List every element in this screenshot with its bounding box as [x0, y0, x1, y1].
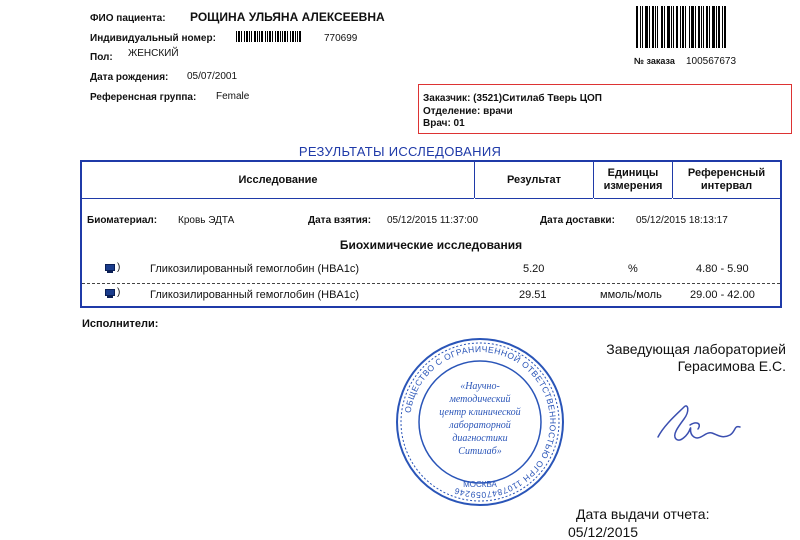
section-title: Биохимические исследования [339, 238, 523, 252]
sex-label: Пол: [90, 52, 113, 63]
header-test: Исследование [82, 162, 474, 199]
id-label: Индивидуальный номер: [90, 33, 216, 44]
performers-label: Исполнители: [82, 318, 159, 330]
head-of-lab-title: Заведующая лабораторией [606, 341, 786, 357]
fio-label: ФИО пациента: [90, 13, 166, 24]
stamp-outer-text: ОБЩЕСТВО С ОГРАНИЧЕННОЙ ОТВЕТСТВЕННОСТЬЮ ОГРН 1107847059246 [402, 343, 559, 501]
signature [650, 395, 760, 455]
order-label: № заказа [634, 56, 675, 66]
monitor-icon[interactable] [104, 264, 116, 274]
customer-box [418, 84, 792, 134]
report-date-value: 05/12/2015 [568, 524, 639, 540]
test-result: 29.51 [519, 289, 547, 301]
biomaterial-value: Кровь ЭДТА [178, 215, 235, 226]
test-result: 5.20 [523, 263, 545, 275]
customer-line: Заказчик: (3521)Ситилаб Тверь ЦОП [423, 93, 602, 104]
test-ref: 29.00 - 42.00 [690, 289, 755, 301]
results-table: Исследование Результат Единицы измерения Референсный интервал Биоматериал: Кровь ЭДТА Дата взятия: 05/12/2015 11:37:00 Дата доставки: 05/12/2015 18:13:17 Биохимические исследования ) Гликозилированный гемоглобин (HBA1c) 5.20 % 4.80 - 5.90 ) Гликозилированный гемоглобин (HBA1c) 29.51 ммоль/моль 29.00 - 42.00 [80, 160, 782, 308]
patient-sex: ЖЕНСКИЙ [128, 48, 179, 59]
patient-id: 770699 [324, 33, 358, 44]
order-number: 100567673 [686, 56, 737, 67]
dob-label: Дата рождения: [90, 72, 169, 83]
monitor-icon[interactable] [104, 289, 116, 299]
test-ref: 4.80 - 5.90 [696, 263, 749, 275]
stamp-line2: методический [449, 394, 511, 405]
patient-name: РОЩИНА УЛЬЯНА АЛЕКСЕЕВНА [190, 10, 385, 24]
header-units [594, 162, 672, 199]
stamp-line3: центр клинической [439, 407, 521, 418]
test-units: ммоль/моль [600, 289, 662, 301]
stamp-line6: Ситилаб» [458, 446, 502, 457]
header-units-line2: измерения [603, 180, 663, 192]
lab-stamp [395, 337, 565, 507]
patient-id-barcode [236, 31, 301, 42]
test-units: % [628, 263, 638, 275]
stamp-line5: диагностики [452, 433, 508, 444]
doctor-line: Врач: 01 [423, 118, 465, 129]
stamp-line4: лабораторной [449, 420, 511, 431]
row-divider [82, 283, 780, 284]
report-date-label: Дата выдачи отчета: [576, 506, 710, 522]
results-title: РЕЗУЛЬТАТЫ ИССЛЕДОВАНИЯ [298, 144, 502, 159]
header-ref [673, 162, 780, 199]
department-line: Отделение: врачи [423, 106, 513, 117]
ref-group-label: Референсная группа: [90, 92, 197, 103]
delivery-label: Дата доставки: [540, 215, 615, 226]
ref-group-value: Female [216, 91, 250, 102]
order-barcode [636, 6, 726, 48]
delivery-value: 05/12/2015 18:13:17 [636, 215, 728, 226]
test-name: Гликозилированный гемоглобин (HBA1c) [150, 263, 360, 275]
header-units-line1: Единицы [607, 167, 659, 179]
stamp-line1: «Научно- [460, 381, 500, 392]
taken-value: 05/12/2015 11:37:00 [387, 215, 479, 226]
taken-label: Дата взятия: [308, 215, 372, 226]
test-name: Гликозилированный гемоглобин (HBA1c) [150, 289, 360, 301]
biomaterial-label: Биоматериал: [87, 215, 158, 226]
header-result: Результат [475, 162, 593, 199]
patient-dob: 05/07/2001 [187, 71, 238, 82]
header-ref-line1: Референсный [687, 167, 766, 179]
stamp-city: МОСКВА [463, 480, 497, 489]
head-of-lab-name: Герасимова Е.С. [677, 358, 786, 374]
header-ref-line2: интервал [700, 180, 753, 192]
